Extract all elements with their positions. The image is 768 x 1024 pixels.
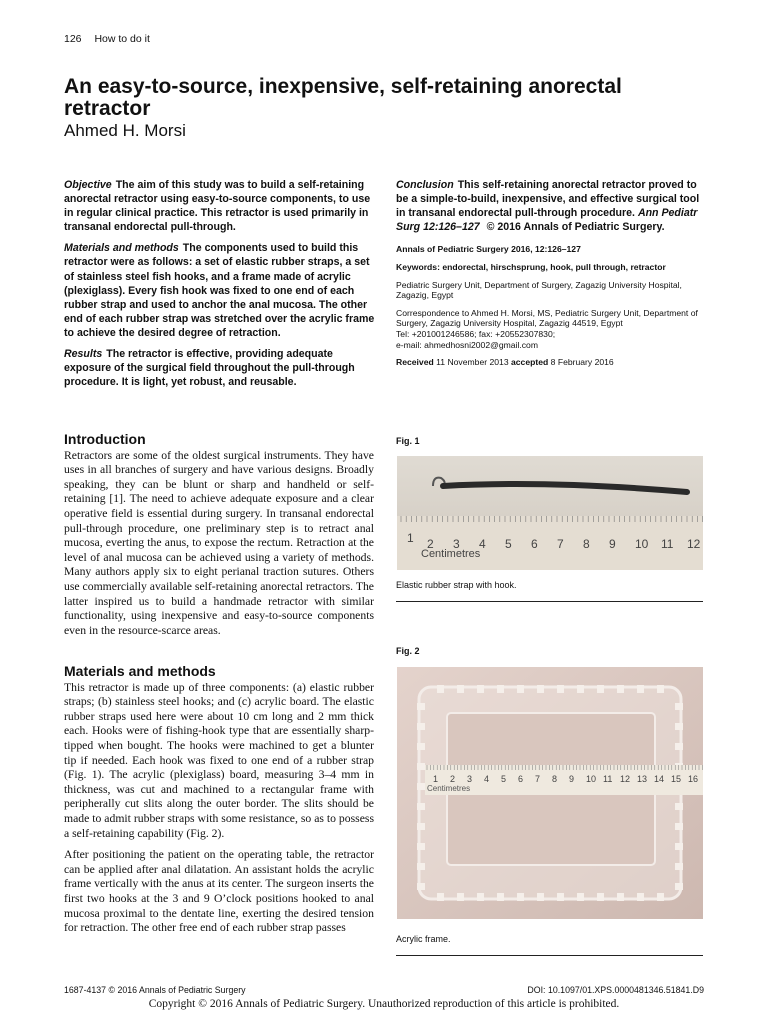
frame-slit [417,723,425,730]
ruler-number: 16 [688,774,699,784]
ruler-number: 2 [450,774,456,784]
frame-slit [417,883,425,890]
frame-slit [597,685,604,693]
ruler-number: 6 [531,537,538,551]
fig1-divider [396,601,703,602]
frame-slit [477,685,484,693]
page-number: 126 [64,33,82,45]
frame-slit [557,893,564,901]
ruler-number: 15 [671,774,682,784]
frame-slit [675,743,683,750]
running-head [64,33,160,45]
conclusion-text: This self-retaining anorectal retractor proved to be a simple-to-build, inexpensive, and effective surgical tool in transanal endorectal pull-through procedure. [396,179,700,220]
results-text: The retractor is effective, providing adequate exposure of the surgical field throughout the pull-through procedure. It is light, yet robust, and reusable. [64,348,355,389]
frame-slit [675,803,683,810]
footer-issn: 1687-4137 © 2016 Annals of Pediatric Surgery [64,985,246,995]
frame-slit [557,685,564,693]
frame-slit [675,703,683,710]
ruler-number: 1 [433,774,439,784]
copyright-notice: Copyright © 2016 Annals of Pediatric Surgery. Unauthorized reproduction of this article is prohibited. [148,998,620,1010]
frame-slit [417,863,425,870]
contact-phone: Tel: +201001246586; fax: +20552307830; [396,328,556,339]
frame-slit [417,763,425,770]
fig2-photo [397,667,703,919]
frame-slit [497,893,504,901]
received-line [396,357,710,368]
correspondence: Correspondence to Ahmed H. Morsi, MS, Pediatric Surgery Unit, Department of Surgery, Zagazig University Hospital, Zagazig 44519, Egypt [396,307,698,329]
fig2-label: Fig. 2 [396,646,420,656]
frame-slit [437,685,444,693]
frame-slit [617,893,624,901]
fig1-photo [397,456,703,570]
ruler-number: 8 [583,537,590,551]
correspondence-block [396,308,710,350]
frame-slit [675,883,683,890]
abstract-results [64,347,376,389]
frame-slit [577,685,584,693]
abstract-objective [64,178,376,234]
fig2-divider [396,955,703,956]
conclusion-label: Conclusion [396,179,454,191]
conclusion-copyright: © 2016 Annals of Pediatric Surgery. [486,221,665,234]
accepted-label: accepted [511,357,549,368]
frame-slit [437,893,444,901]
ruler-number: 9 [569,774,575,784]
received-label: Received [396,357,434,368]
methods-section [64,664,374,943]
ruler-number: 10 [635,537,649,551]
ruler-leading-number: 1 [407,531,414,545]
frame-slit [597,893,604,901]
fig1-caption: Elastic rubber strap with hook. [396,580,517,590]
fig2-caption: Acrylic frame. [396,934,451,944]
frame-slit [417,823,425,830]
introduction-section [64,432,374,645]
keywords-label: Keywords: [396,261,440,272]
frame-slit [457,685,464,693]
abstract-conclusion [396,178,710,234]
frame-slit [417,703,425,710]
frame-slit [675,823,683,830]
citation: Ann Pediatr Surg 12:126–127 [396,207,698,234]
ruler-unit-label: Centimetres [421,548,481,560]
ruler-number: 12 [687,537,701,551]
methods-paragraph-1: This retractor is made up of three components: (a) elastic rubber straps; (b) stainless steel hooks; and (c) acrylic board. The elastic rubber straps used here were about 10 cm long and 2 mm thick each. Hooks were of fishing-hook type that are essentially sharp-tipped when bought. The hooks were machined to get a blunter tip if needed. Each hook was fixed to one end of a rubber strap (Fig. 1). The acrylic (plexiglass) board, measuring 3–4 mm in thickness, was cut and machined to a rectangular frame with peripherally cut slits along the outer border. The slits should be made to admit rubber straps with some resistance, so as to possess a self-retaining capability (Fig. 2). [64,680,374,840]
frame-slit [675,723,683,730]
frame-slit [577,893,584,901]
ruler-number: 7 [535,774,541,784]
methods-paragraph-2: After positioning the patient on the operating table, the retractor can be applied after anal dilatation. An assistant holds the acrylic frame vertically with the anus at its center. The surgeon inserts the first two hooks at the 3 and 9 O’clock positions hooked to anal mucosa proximal to the dentate line, exerting the desired tension for retraction. The other free end of each rubber strap passes [64,848,374,935]
ruler-number: 2 [427,537,434,551]
frame-slit [657,685,664,693]
keywords: endorectal, hirschsprung, hook, pull through, retractor [442,261,666,272]
author-name: Ahmed H. Morsi [64,121,186,140]
affiliation: Pediatric Surgery Unit, Department of Surgery, Zagazig University Hospital, Zagazig, Egypt [396,279,682,301]
ruler-number: 7 [557,537,564,551]
ruler-number: 3 [453,537,460,551]
ruler-number: 11 [603,774,613,784]
article-title: An easy-to-source, inexpensive, self-retaining anorectal retractor [64,75,622,120]
methods-text: The components used to build this retractor were as follows: a set of elastic rubber straps, a set of stainless steel fish hooks, and a frame made of acrylic (plexiglass). Every fish hook was fixed to one end of each rubber strap and used to anchor the anal mucosa. The other end of each rubber strap was stretched over the acrylic frame to achieve the desired degree of retraction. [64,242,375,339]
frame-slit [417,803,425,810]
frame-slit [675,843,683,850]
introduction-text: Retractors are some of the oldest surgical instruments. They have uses in all branches of surgery and have various designs. Broadly speaking, they can be blunt or sharp and handheld or self-retaining [1]. The need to achieve adequate exposure and a clear operative field is essential during surgery. In transanal endorectal pull-through procedure, one preliminary step is to retract anal mucosa, everting the anus, to expose the rectum. Retraction at the level of anal mucosa can be achieved using a variety of methods. Many authors apply six to eight perianal traction sutures. Others use commercially available self-retaining anorectal retractors. The latter inspired us to build a handmade retractor with similar functionality, using inexpensive and easy-to-source components even in the resource-scarce areas. [64,448,374,637]
frame-slit [637,685,644,693]
ruler-number: 13 [637,774,648,784]
footer-doi: DOI: 10.1097/01.XPS.0000481346.51841.D9 [527,985,704,995]
accepted-date: 8 February 2016 [550,357,614,368]
ruler-number: 14 [654,774,665,784]
ruler-number: 4 [484,774,490,784]
ruler-number: 6 [518,774,524,784]
ruler [397,516,703,570]
frame-slit [517,685,524,693]
contact-email: e-mail: ahmedhosni2002@gmail.com [396,339,538,350]
abstract-left-column [64,178,376,396]
objective-label: Objective [64,179,112,191]
ruler-number: 5 [505,537,512,551]
ruler-number: 5 [501,774,507,784]
frame-slit [675,863,683,870]
abstract-methods [64,241,376,340]
section-label: How to do it [94,33,150,45]
frame-slit [417,743,425,750]
ruler-number: 12 [620,774,631,784]
ruler-unit-label: Centimetres [427,784,471,793]
frame-slit [417,783,425,790]
ruler-number: 9 [609,537,616,551]
ruler-number: 11 [661,537,674,551]
frame-slit [497,685,504,693]
frame-slit [657,893,664,901]
fig1-label: Fig. 1 [396,436,420,446]
frame-slit [537,685,544,693]
frame-slit [457,893,464,901]
frame-slit [617,685,624,693]
methods-label: Materials and methods [64,242,179,255]
frame-slit [637,893,644,901]
ruler-number: 3 [467,774,473,784]
received-date: 11 November 2013 [436,357,509,368]
introduction-heading: Introduction [64,431,146,447]
frame-slit [477,893,484,901]
frame-slit [537,893,544,901]
objective-text: The aim of this study was to build a self-retaining anorectal retractor using easy-to-source components, to use in regular clinical practice. This retractor is used primarily in transanal endorectal pull-through. [64,179,371,234]
abstract-right-column [396,178,710,375]
journal-line: Annals of Pediatric Surgery 2016, 12:126–127 [396,244,581,255]
frame-slit [517,893,524,901]
results-label: Results [64,348,103,361]
ruler-number: 4 [479,537,486,551]
methods-heading: Materials and methods [64,663,216,679]
frame-slit [417,843,425,850]
ruler-number: 10 [586,774,597,784]
ruler-number: 8 [552,774,558,784]
